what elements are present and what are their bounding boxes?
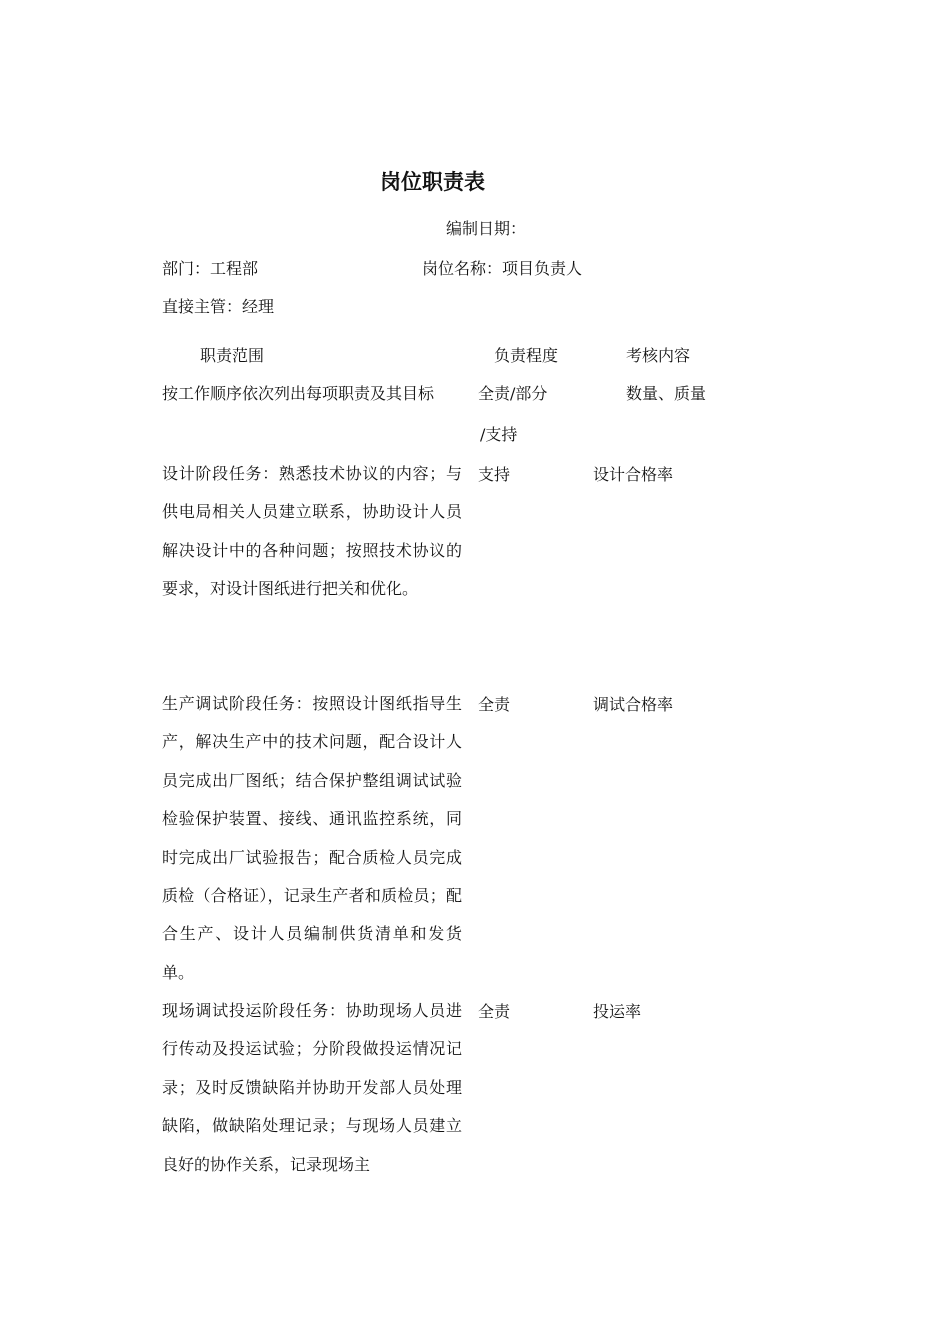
supervisor-field: 直接主管：经理 [162,297,275,316]
row-degree: 全责 [478,1002,511,1021]
page-title: 岗位职责表 [380,169,485,194]
compile-date-label: 编制日期： [446,219,527,238]
subheader-assessment: 数量、质量 [626,384,707,403]
header-assessment: 考核内容 [626,346,691,365]
row-scope-text: 生产调试阶段任务：按照设计图纸指导生产，解决生产中的技术问题，配合设计人员完成出厂图纸；结合保护整组调试试验检验保护装置、接线、通讯监控系统，同时完成出厂试验报告；配合质检人员完成质检（合格证），记录生产者和质检员；配合生产、设计人员编制供货清单和发货单。 [162,694,462,982]
header-scope: 职责范围 [200,346,265,365]
row-assessment: 调试合格率 [593,695,674,714]
row-scope-text: 设计阶段任务：熟悉技术协议的内容；与供电局相关人员建立联系，协助设计人员解决设计中的各种问题；按照技术协议的要求，对设计图纸进行把关和优化。 [162,464,462,599]
row-degree: 全责 [478,695,511,714]
department-field: 部门：工程部 [162,259,259,278]
row-assessment: 设计合格率 [593,465,674,484]
header-degree: 负责程度 [494,346,559,365]
position-field: 岗位名称：项目负责人 [422,259,583,278]
row-degree: 支持 [478,465,511,484]
row-assessment: 投运率 [593,1002,642,1021]
subheader-degree-line2: /支持 [480,425,518,444]
subheader-scope: 按工作顺序依次列出每项职责及其目标 [162,384,435,403]
row-scope-text: 现场调试投运阶段任务：协助现场人员进行传动及投运试验；分阶段做投运情况记录；及时反馈缺陷并协助开发部人员处理缺陷，做缺陷处理记录；与现场人员建立良好的协作关系，记录现场主 [162,1001,462,1174]
subheader-degree-line1: 全责/部分 [478,384,548,403]
